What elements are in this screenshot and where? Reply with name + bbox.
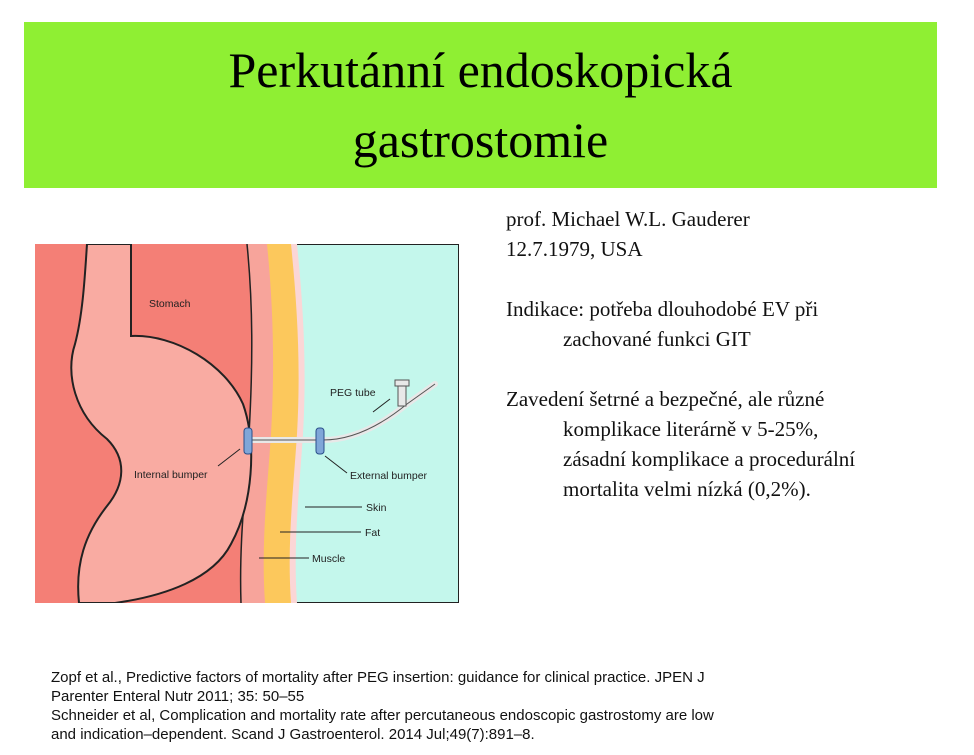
complications-line-1: Zavedení šetrné a bezpečné, ale různé xyxy=(506,387,825,411)
stomach-label: Stomach xyxy=(149,298,191,310)
external-bumper-label: External bumper xyxy=(350,470,428,482)
skin-label: Skin xyxy=(366,502,387,514)
peg-tube-label: PEG tube xyxy=(330,387,376,399)
author-date-place: 12.7.1979, USA xyxy=(506,237,643,261)
external-bumper xyxy=(316,428,324,454)
author-block xyxy=(506,204,966,264)
peg-tube-cap-top xyxy=(395,380,409,386)
complications-line-3: zásadní komplikace a procedurální xyxy=(563,447,856,471)
complications-line-2: komplikace literárně v 5-25%, xyxy=(563,417,819,441)
reference-line: Parenter Enteral Nutr 2011; 35: 50–55 xyxy=(51,688,305,705)
internal-bumper xyxy=(244,428,252,454)
indication-block xyxy=(506,294,966,354)
references xyxy=(51,668,931,744)
reference-line: Schneider et al, Complication and mortality rate after percutaneous endoscopic gastrostomy are low xyxy=(51,707,714,724)
fat-label: Fat xyxy=(365,527,381,539)
muscle-label: Muscle xyxy=(312,553,346,565)
reference-line: and indication–dependent. Scand J Gastroenterol. 2014 Jul;49(7):891–8. xyxy=(51,726,535,743)
indication-line-1: Indikace: potřeba dlouhodobé EV při xyxy=(506,297,819,321)
peg-diagram xyxy=(35,244,459,603)
info-text xyxy=(506,204,966,534)
title-banner xyxy=(24,22,937,188)
slide-title-line-2: gastrostomie xyxy=(352,112,609,168)
peg-tube-cap xyxy=(398,384,406,406)
complications-line-4: mortalita velmi nízká (0,2%). xyxy=(563,477,811,501)
reference-line: Zopf et al., Predictive factors of mortality after PEG insertion: guidance for clinical practice. JPEN J xyxy=(51,669,705,686)
internal-bumper-label: Internal bumper xyxy=(134,469,208,481)
slide-title-line-1: Perkutánní endoskopická xyxy=(228,42,733,98)
indication-line-2: zachované funkci GIT xyxy=(563,327,751,351)
peg-diagram-svg xyxy=(35,244,459,603)
complications-block xyxy=(506,384,966,504)
author-name: prof. Michael W.L. Gauderer xyxy=(506,207,750,231)
